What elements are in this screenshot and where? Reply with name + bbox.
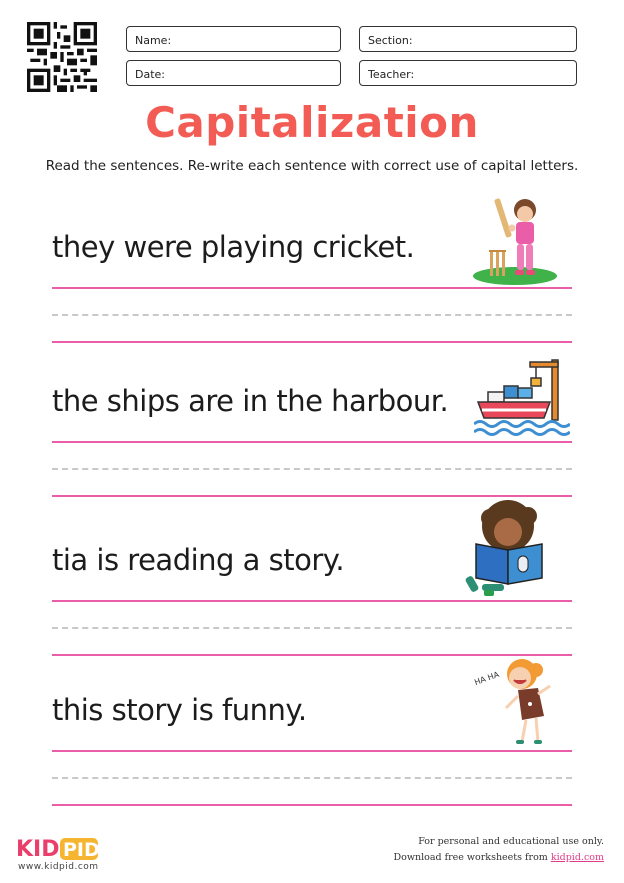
laugh-text: HA HA — [473, 669, 501, 688]
ship-in-harbour-icon — [474, 358, 570, 440]
logo-url: www.kidpid.com — [18, 862, 99, 872]
kidpid-link[interactable]: kidpid.com — [550, 852, 604, 863]
footer-line-1: For personal and educational use only. — [418, 836, 604, 847]
writing-line-bottom — [52, 804, 572, 806]
teacher-field[interactable] — [359, 60, 577, 86]
teacher-label: Teacher: — [368, 68, 415, 81]
writing-line-top — [52, 750, 572, 752]
kidpid-logo — [16, 834, 100, 862]
name-label: Name: — [135, 34, 172, 47]
instructions: Read the sentences. Re-write each sentence with correct use of capital letters. — [45, 158, 579, 174]
writing-line-bottom — [52, 495, 572, 497]
sentence-1: they were playing cricket. — [52, 230, 415, 264]
writing-line-bottom — [52, 341, 572, 343]
qr-code-icon — [27, 22, 97, 92]
sentence-4: this story is funny. — [52, 693, 307, 727]
svg-text:PID: PID — [63, 839, 100, 861]
name-field[interactable] — [126, 26, 341, 52]
date-label: Date: — [135, 68, 165, 81]
girl-reading-book-icon — [462, 498, 552, 600]
laughing-girl-icon — [496, 654, 560, 750]
worksheet-title: Capitalization — [145, 98, 479, 147]
writing-line-mid — [52, 777, 572, 779]
girl-playing-cricket-icon — [470, 192, 560, 288]
section-label: Section: — [368, 34, 413, 47]
writing-line-mid — [52, 314, 572, 316]
writing-line-top — [52, 441, 572, 443]
writing-line-mid — [52, 627, 572, 629]
section-field[interactable] — [359, 26, 577, 52]
writing-line-top — [52, 600, 572, 602]
writing-line-mid — [52, 468, 572, 470]
footer-line-2 — [393, 852, 604, 863]
sentence-2: the ships are in the harbour. — [52, 384, 449, 418]
date-field[interactable] — [126, 60, 341, 86]
sentence-3: tia is reading a story. — [52, 543, 345, 577]
writing-line-bottom — [52, 654, 572, 656]
writing-line-top — [52, 287, 572, 289]
svg-text:KID: KID — [16, 837, 60, 862]
footer-line-2-prefix: Download free worksheets from — [393, 852, 548, 863]
